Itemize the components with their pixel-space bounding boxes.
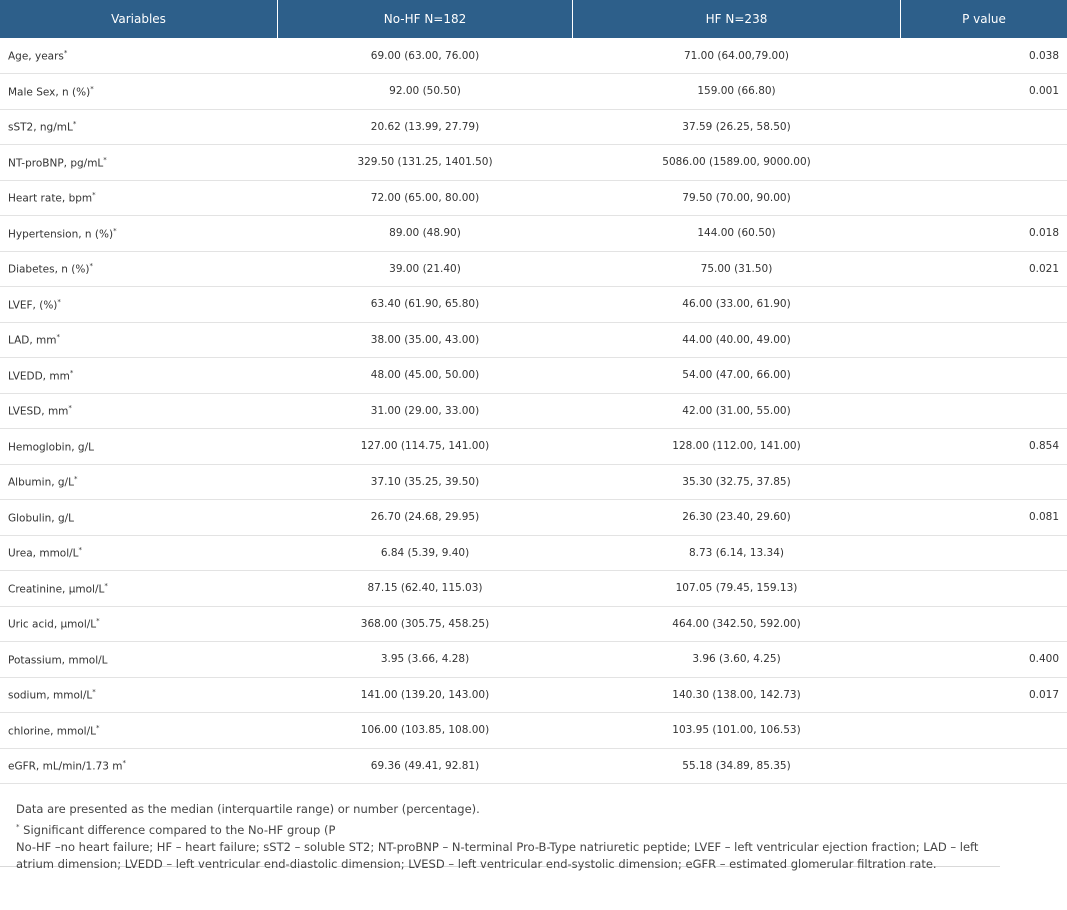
cell-variable (0, 571, 278, 607)
significance-star: * (63, 48, 68, 57)
cell-variable (0, 535, 278, 571)
cell-no-hf: 89.00 (48.90) (278, 216, 573, 252)
significance-star: * (56, 333, 60, 341)
cell-hf: 42.00 (31.00, 55.00) (573, 393, 901, 429)
variable-label: Diabetes, n (%) (8, 263, 90, 276)
significance-star: * (78, 546, 83, 554)
cell-no-hf: 39.00 (21.40) (278, 251, 573, 287)
variable-label: chlorine, mmol/L (8, 725, 96, 737)
cell-hf: 159.00 (66.80) (573, 74, 901, 110)
cell-no-hf: 368.00 (305.75, 458.25) (278, 606, 573, 642)
variable-label: Hemoglobin, g/L (8, 441, 94, 453)
cell-p-value (901, 464, 1067, 500)
variable-label: eGFR, mL/min/1.73 m (8, 760, 123, 773)
cell-hf: 128.00 (112.00, 141.00) (573, 429, 901, 465)
cell-no-hf: 20.62 (13.99, 27.79) (278, 109, 573, 145)
variable-label: Potassium, mmol/L (8, 654, 108, 666)
table-row (0, 216, 1067, 252)
cell-p-value (901, 535, 1067, 571)
table-row (0, 500, 1067, 536)
significance-star: * (96, 617, 100, 625)
note-significance (16, 819, 984, 839)
cell-hf: 46.00 (33.00, 61.90) (573, 287, 901, 323)
cell-variable (0, 464, 278, 500)
cell-no-hf: 6.84 (5.39, 9.40) (278, 535, 573, 571)
cell-p-value: 0.400 (901, 642, 1067, 678)
note-star: * (16, 822, 20, 831)
significance-star: * (104, 581, 108, 590)
cell-p-value (901, 145, 1067, 181)
cell-variable (0, 180, 278, 216)
cell-p-value: 0.001 (901, 74, 1067, 110)
table-row (0, 642, 1067, 678)
table-row (0, 606, 1067, 642)
table-row (0, 677, 1067, 713)
cell-hf: 464.00 (342.50, 592.00) (573, 606, 901, 642)
table-row (0, 464, 1067, 500)
variable-label: LVEF, (%) (8, 299, 58, 311)
cell-variable (0, 109, 278, 145)
variable-label: NT-proBNP, pg/mL (8, 157, 104, 169)
cell-hf: 44.00 (40.00, 49.00) (573, 322, 901, 358)
cell-p-value (901, 287, 1067, 323)
header-hf: HF N=238 (573, 0, 901, 38)
variable-label: LAD, mm (8, 334, 57, 347)
significance-star: * (72, 120, 77, 128)
cell-p-value (901, 180, 1067, 216)
cell-p-value: 0.038 (901, 38, 1067, 74)
significance-star: * (103, 155, 107, 164)
cell-hf: 71.00 (64.00,79.00) (573, 38, 901, 74)
variable-label: Globulin, g/L (8, 512, 75, 524)
cell-hf: 5086.00 (1589.00, 9000.00) (573, 145, 901, 181)
cell-no-hf: 48.00 (45.00, 50.00) (278, 358, 573, 394)
cell-no-hf: 87.15 (62.40, 115.03) (278, 571, 573, 607)
variable-label: Creatinine, µmol/L (8, 583, 105, 595)
cell-variable (0, 358, 278, 394)
cell-no-hf: 3.95 (3.66, 4.28) (278, 642, 573, 678)
table-row (0, 571, 1067, 607)
cell-p-value (901, 358, 1067, 394)
table-row (0, 145, 1067, 181)
cell-p-value (901, 606, 1067, 642)
table-row (0, 180, 1067, 216)
cell-no-hf: 141.00 (139.20, 143.00) (278, 677, 573, 713)
significance-star: * (90, 84, 94, 93)
significance-star: * (122, 759, 127, 767)
table-notes (0, 784, 1000, 872)
cell-no-hf: 69.36 (49.41, 92.81) (278, 748, 573, 784)
cell-hf: 107.05 (79.45, 159.13) (573, 571, 901, 607)
significance-star: * (92, 688, 96, 696)
variable-label: sodium, mmol/L (8, 689, 93, 702)
note-abbreviations: No-HF –no heart failure; HF – heart failure; sST2 – soluble ST2; NT-proBNP – N-terminal Pro-B-Type natriuretic peptide; LVEF – left ventricular ejection fraction; LAD – left atrium dimension; LVEDD – left ventricular end-diastolic dimension; LVESD – left ventricular end-systolic dimension; eGFR – estimated glomerular filtration rate. (16, 839, 979, 872)
cell-no-hf: 106.00 (103.85, 108.00) (278, 713, 573, 749)
table-row (0, 109, 1067, 145)
cell-no-hf: 31.00 (29.00, 33.00) (278, 393, 573, 429)
table-row (0, 38, 1067, 74)
cell-no-hf: 329.50 (131.25, 1401.50) (278, 145, 573, 181)
cell-p-value: 0.018 (901, 216, 1067, 252)
cell-variable (0, 677, 278, 713)
table-row (0, 358, 1067, 394)
significance-star: * (68, 404, 72, 412)
cell-no-hf: 127.00 (114.75, 141.00) (278, 429, 573, 465)
table-header (0, 0, 1067, 38)
significance-star: * (57, 297, 61, 306)
cell-hf: 54.00 (47.00, 66.00) (573, 358, 901, 394)
cell-hf: 3.96 (3.60, 4.25) (573, 642, 901, 678)
header-no-hf: No-HF N=182 (278, 0, 573, 38)
cell-no-hf: 92.00 (50.50) (278, 74, 573, 110)
cell-variable (0, 429, 278, 465)
significance-star: * (89, 262, 93, 270)
cell-variable (0, 322, 278, 358)
cell-variable (0, 74, 278, 110)
cell-no-hf: 69.00 (63.00, 76.00) (278, 38, 573, 74)
table-row (0, 393, 1067, 429)
table-row (0, 748, 1067, 784)
variable-label: Age, years (8, 50, 64, 63)
cell-variable (0, 606, 278, 642)
variable-label: Albumin, g/L (8, 476, 74, 489)
table-body (0, 38, 1067, 784)
variable-label: Heart rate, bpm (8, 192, 93, 205)
cell-no-hf: 63.40 (61.90, 65.80) (278, 287, 573, 323)
table-row (0, 535, 1067, 571)
cell-variable (0, 251, 278, 287)
table-row (0, 429, 1067, 465)
cell-no-hf: 38.00 (35.00, 43.00) (278, 322, 573, 358)
cell-variable (0, 145, 278, 181)
cell-p-value: 0.854 (901, 429, 1067, 465)
cell-variable (0, 287, 278, 323)
variable-label: Male Sex, n (%) (8, 86, 91, 98)
variable-label: Uric acid, µmol/L (8, 618, 97, 631)
cell-variable (0, 500, 278, 536)
table-row (0, 322, 1067, 358)
significance-star: * (113, 226, 117, 235)
header-variables: Variables (0, 0, 278, 38)
cell-variable (0, 642, 278, 678)
cell-hf: 140.30 (138.00, 142.73) (573, 677, 901, 713)
cell-hf: 55.18 (34.89, 85.35) (573, 748, 901, 784)
table-row (0, 287, 1067, 323)
cell-no-hf: 72.00 (65.00, 80.00) (278, 180, 573, 216)
significance-star: * (73, 475, 78, 483)
note-significance-text: Significant difference compared to the No-HF group (P (19, 822, 336, 837)
cell-hf: 37.59 (26.25, 58.50) (573, 109, 901, 145)
cell-p-value (901, 571, 1067, 607)
cell-p-value (901, 393, 1067, 429)
table-row (0, 713, 1067, 749)
cell-variable (0, 748, 278, 784)
cell-p-value (901, 322, 1067, 358)
variable-label: sST2, ng/mL (8, 121, 73, 134)
cell-hf: 26.30 (23.40, 29.60) (573, 500, 901, 536)
cell-p-value: 0.081 (901, 500, 1067, 536)
table-row (0, 74, 1067, 110)
header-p-value: P value (901, 0, 1067, 38)
significance-star: * (95, 723, 100, 732)
cell-hf: 35.30 (32.75, 37.85) (573, 464, 901, 500)
variable-label: LVEDD, mm (8, 370, 70, 382)
cell-variable (0, 38, 278, 74)
cell-hf: 144.00 (60.50) (573, 216, 901, 252)
cell-variable (0, 393, 278, 429)
cell-variable (0, 713, 278, 749)
variable-label: LVESD, mm (8, 405, 69, 418)
cell-p-value (901, 748, 1067, 784)
cell-variable (0, 216, 278, 252)
cell-no-hf: 26.70 (24.68, 29.95) (278, 500, 573, 536)
significance-star: * (92, 191, 96, 199)
cell-no-hf: 37.10 (35.25, 39.50) (278, 464, 573, 500)
cell-p-value (901, 713, 1067, 749)
cell-hf: 103.95 (101.00, 106.53) (573, 713, 901, 749)
cell-hf: 79.50 (70.00, 90.00) (573, 180, 901, 216)
variable-label: Urea, mmol/L (8, 547, 79, 560)
cell-hf: 8.73 (6.14, 13.34) (573, 535, 901, 571)
cell-p-value: 0.021 (901, 251, 1067, 287)
cell-hf: 75.00 (31.50) (573, 251, 901, 287)
table-row (0, 251, 1067, 287)
significance-star: * (69, 368, 74, 377)
cell-p-value (901, 109, 1067, 145)
cell-p-value: 0.017 (901, 677, 1067, 713)
note-median-definition: Data are presented as the median (interquartile range) or number (percentage). (16, 802, 480, 816)
variable-label: Hypertension, n (%) (8, 228, 114, 240)
